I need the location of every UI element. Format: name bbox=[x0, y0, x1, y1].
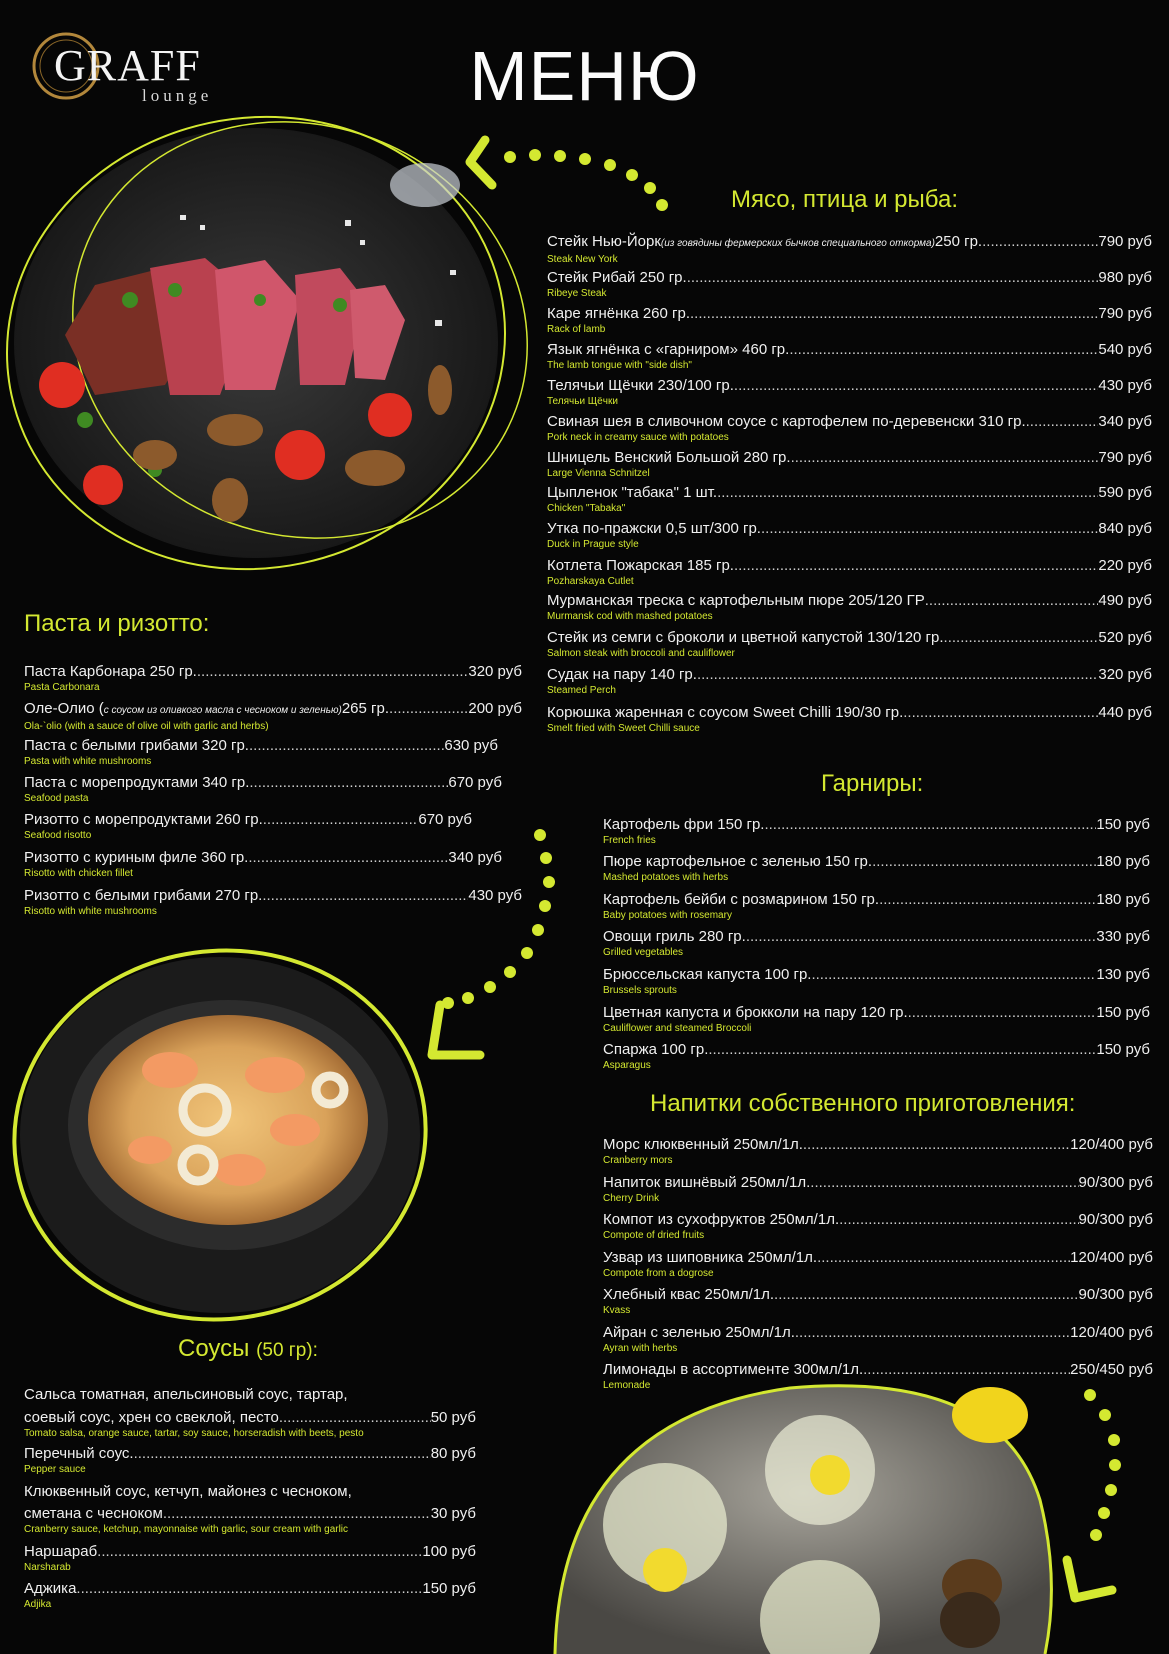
item-english: Cherry Drink bbox=[603, 1193, 660, 1204]
menu-item bbox=[603, 1174, 1153, 1208]
item-weight: 250 гр. bbox=[934, 233, 983, 250]
item-name: Перечный соус. bbox=[24, 1445, 134, 1462]
item-price: 430 руб bbox=[1098, 377, 1152, 394]
item-english: Asparagus bbox=[603, 1060, 651, 1071]
menu-item bbox=[603, 816, 1150, 850]
item-name: Цыпленок "табака" 1 шт. bbox=[547, 484, 718, 501]
menu-item bbox=[24, 849, 502, 883]
menu-item bbox=[603, 928, 1150, 962]
menu-item-row bbox=[603, 966, 1150, 984]
item-price: 120/400 руб bbox=[1070, 1324, 1153, 1341]
dot-leader bbox=[197, 663, 469, 681]
menu-item-row bbox=[603, 1174, 1153, 1192]
menu-item bbox=[547, 704, 1152, 738]
item-price: 180 руб bbox=[1096, 853, 1150, 870]
dot-leader bbox=[262, 887, 468, 905]
item-english: Lemonade bbox=[603, 1380, 651, 1391]
menu-item bbox=[603, 1136, 1153, 1170]
pasta-title: Паста и ризотто: bbox=[24, 610, 210, 637]
sauces-title-weight: (50 гр): bbox=[256, 1340, 318, 1361]
dot-leader bbox=[389, 700, 468, 718]
menu-item bbox=[24, 811, 472, 845]
item-price: 80 руб bbox=[430, 1445, 476, 1462]
menu-item bbox=[603, 1004, 1150, 1038]
dot-leader bbox=[795, 1324, 1070, 1342]
item-name: Телячьи Щёчки 230/100 гр. bbox=[547, 377, 734, 394]
dot-leader bbox=[925, 592, 1099, 610]
menu-item-row bbox=[547, 341, 1152, 359]
menu-item-row bbox=[24, 1409, 476, 1427]
item-note: с соусом из оливкого масла с чесноком и зеленью) bbox=[103, 705, 342, 716]
dot-leader bbox=[811, 966, 1096, 984]
item-name: Цветная капуста и брокколи на пару 120 гр. bbox=[603, 1004, 908, 1021]
item-english: Pasta Carbonara bbox=[24, 682, 100, 693]
menu-item-row bbox=[603, 1361, 1153, 1379]
item-price: 150 руб bbox=[1096, 1004, 1150, 1021]
arrow-bottom bbox=[1067, 1389, 1121, 1598]
lemonade-photo bbox=[555, 1386, 1051, 1654]
dot-leader bbox=[879, 891, 1096, 909]
item-note: (из говядины фермерских бычков специального откорма) bbox=[660, 238, 935, 249]
item-name: Язык ягнёнка с «гарниром» 460 гр. bbox=[547, 341, 790, 358]
menu-item bbox=[603, 891, 1150, 925]
item-price: 220 руб bbox=[1098, 557, 1152, 574]
item-english: Pasta with white mushrooms bbox=[24, 756, 152, 767]
item-name: Утка по-пражски 0,5 шт/300 гр. bbox=[547, 520, 761, 537]
item-name: Аджика bbox=[24, 1580, 77, 1597]
menu-item bbox=[603, 1211, 1153, 1245]
item-name: соевый соус, хрен со свеклой, песто bbox=[24, 1409, 279, 1426]
garnish-title: Гарниры: bbox=[821, 770, 924, 797]
dot-leader bbox=[774, 1286, 1078, 1304]
item-name: Картофель бейби с розмарином 150 гр. bbox=[603, 891, 880, 908]
item-name: Котлета Пожарская 185 гр. bbox=[547, 557, 734, 574]
item-price: 980 руб bbox=[1098, 269, 1152, 286]
menu-item-row bbox=[603, 1004, 1150, 1022]
menu-item bbox=[603, 1249, 1153, 1283]
menu-item bbox=[24, 1409, 476, 1443]
dot-leader bbox=[872, 853, 1096, 871]
menu-item bbox=[603, 1041, 1150, 1075]
menu-item-row bbox=[547, 269, 1152, 287]
item-english: Ola-`olio (with a sauce of olive oil with garlic and herbs) bbox=[24, 721, 269, 732]
item-name: Компот из сухофруктов 250мл/1л. bbox=[603, 1211, 840, 1228]
menu-item-row bbox=[603, 1041, 1150, 1059]
menu-item bbox=[547, 233, 1152, 267]
menu-item bbox=[24, 1543, 476, 1577]
menu-item bbox=[24, 663, 522, 697]
menu-item-row bbox=[603, 1211, 1153, 1229]
item-price: 340 руб bbox=[1098, 413, 1152, 430]
item-price: 430 руб bbox=[468, 887, 522, 904]
item-price: 200 руб bbox=[468, 700, 522, 717]
menu-item-row bbox=[24, 663, 522, 681]
item-name: Морс клюквенный 250мл/1л. bbox=[603, 1136, 803, 1153]
item-name: Наршараб bbox=[24, 1543, 98, 1560]
item-price: 540 руб bbox=[1098, 341, 1152, 358]
item-english: French fries bbox=[603, 835, 656, 846]
item-name: Пюре картофельное с зеленью 150 гр. bbox=[603, 853, 873, 870]
dot-leader bbox=[249, 774, 448, 792]
menu-item bbox=[24, 737, 498, 771]
item-name: Паста с белыми грибами 320 гр. bbox=[24, 737, 249, 754]
item-name: сметана с чесноком bbox=[24, 1505, 163, 1522]
item-price: 30 руб bbox=[430, 1505, 476, 1522]
item-price: 790 руб bbox=[1098, 233, 1152, 250]
dot-leader bbox=[248, 849, 448, 867]
dot-leader bbox=[839, 1211, 1078, 1229]
dot-leader bbox=[687, 269, 1099, 287]
menu-item-row bbox=[547, 592, 1152, 610]
menu-item-row bbox=[547, 413, 1152, 431]
sauce-first-line: Сальса томатная, апельсиновый соус, тартар, bbox=[24, 1386, 348, 1403]
item-price: 320 руб bbox=[468, 663, 522, 680]
item-price: 630 руб bbox=[444, 737, 498, 754]
dot-leader bbox=[746, 928, 1097, 946]
dot-leader bbox=[817, 1249, 1070, 1267]
item-price: 790 руб bbox=[1098, 449, 1152, 466]
item-price: 130 руб bbox=[1096, 966, 1150, 983]
logo-text: GRAFF bbox=[54, 41, 201, 90]
menu-item bbox=[603, 1324, 1153, 1358]
item-english: Compote from a dogrose bbox=[603, 1268, 714, 1279]
menu-item-row bbox=[603, 1286, 1153, 1304]
item-name: Оле-Олио ( bbox=[24, 700, 104, 717]
item-name: Корюшка жаренная с соусом Sweet Chilli 190/30 гр. bbox=[547, 704, 904, 721]
menu-item-row bbox=[603, 928, 1150, 946]
item-name: Лимонады в ассортименте 300мл/1л. bbox=[603, 1361, 864, 1378]
menu-item bbox=[603, 1286, 1153, 1320]
item-english: Smelt fried with Sweet Chilli sauce bbox=[547, 723, 700, 734]
sauce-third-line: Клюквенный соус, кетчуп, майонез с чесноком, bbox=[24, 1483, 352, 1500]
menu-item bbox=[24, 1445, 476, 1479]
item-price: 520 руб bbox=[1098, 629, 1152, 646]
item-name: Каре ягнёнка 260 гр. bbox=[547, 305, 691, 322]
item-english: Risotto with white mushrooms bbox=[24, 906, 157, 917]
menu-item-row bbox=[547, 666, 1152, 684]
dot-leader bbox=[690, 305, 1098, 323]
menu-item-row bbox=[24, 1445, 476, 1463]
item-english: Adjika bbox=[24, 1599, 52, 1610]
item-name: Паста Карбонара 250 гр. bbox=[24, 663, 197, 680]
menu-item-row bbox=[547, 520, 1152, 538]
item-price: 790 руб bbox=[1098, 305, 1152, 322]
item-price: 150 руб bbox=[1096, 1041, 1150, 1058]
menu-item bbox=[24, 1580, 476, 1614]
menu-item-row bbox=[24, 811, 472, 829]
dot-leader bbox=[903, 704, 1098, 722]
menu-item-row bbox=[24, 1543, 476, 1561]
item-name: Паста с морепродуктами 340 гр. bbox=[24, 774, 250, 791]
dot-leader bbox=[789, 341, 1098, 359]
menu-item bbox=[24, 700, 522, 734]
menu-item bbox=[24, 887, 522, 921]
menu-item-row bbox=[24, 887, 522, 905]
dot-leader bbox=[761, 520, 1098, 538]
risotto-photo bbox=[0, 924, 450, 1346]
item-name: Ризотто с белыми грибами 270 гр. bbox=[24, 887, 263, 904]
menu-item bbox=[547, 484, 1152, 518]
item-english: Duck in Prague style bbox=[547, 539, 639, 550]
item-english: Large Vienna Schnitzel bbox=[547, 468, 650, 479]
menu-item bbox=[603, 966, 1150, 1000]
page-title: МЕНЮ bbox=[469, 37, 700, 115]
item-name: Стейк из семги с броколи и цветной капустой 130/120 гр. bbox=[547, 629, 944, 646]
item-name: Узвар из шиповника 250мл/1л. bbox=[603, 1249, 818, 1266]
dot-leader bbox=[908, 1004, 1097, 1022]
item-english: Cauliflower and steamed Broccoli bbox=[603, 1023, 752, 1034]
menu-item bbox=[603, 1361, 1153, 1395]
item-english: Kvass bbox=[603, 1305, 631, 1316]
item-english: Ayran with herbs bbox=[603, 1343, 678, 1354]
dot-leader bbox=[697, 666, 1098, 684]
item-english: Cranberry sauce, ketchup, mayonnaise with garlic, sour cream with garlic bbox=[24, 1524, 349, 1535]
menu-item-row bbox=[547, 305, 1152, 323]
dot-leader bbox=[76, 1580, 422, 1598]
menu-item bbox=[547, 269, 1152, 303]
dot-leader bbox=[803, 1136, 1070, 1154]
menu-item bbox=[547, 520, 1152, 554]
item-english: Brussels sprouts bbox=[603, 985, 677, 996]
menu-item bbox=[547, 666, 1152, 700]
item-english: Seafood risotto bbox=[24, 830, 92, 841]
item-english: Pozharskaya Cutlet bbox=[547, 576, 634, 587]
menu-item-row bbox=[24, 1580, 476, 1598]
item-english: Телячьи Щёчки bbox=[547, 396, 618, 407]
menu-item bbox=[547, 341, 1152, 375]
item-english: Risotto with chicken fillet bbox=[24, 868, 133, 879]
dot-leader bbox=[791, 449, 1099, 467]
item-price: 120/400 руб bbox=[1070, 1136, 1153, 1153]
item-english: Salmon steak with broccoli and cauliflower bbox=[547, 648, 735, 659]
item-english: Compote of dried fruits bbox=[603, 1230, 705, 1241]
drinks-title: Напитки собственного приготовления: bbox=[650, 1090, 1076, 1117]
menu-item-row bbox=[24, 849, 502, 867]
menu-item-row bbox=[547, 557, 1152, 575]
item-name: Ризотто с куриным филе 360 гр. bbox=[24, 849, 249, 866]
item-english: Steamed Perch bbox=[547, 685, 616, 696]
menu-item bbox=[547, 557, 1152, 591]
item-name: Брюссельская капуста 100 гр. bbox=[603, 966, 812, 983]
dot-leader bbox=[944, 629, 1099, 647]
item-english: Seafood pasta bbox=[24, 793, 89, 804]
dot-leader bbox=[263, 811, 419, 829]
sauces-title-main: Соусы bbox=[178, 1335, 257, 1362]
menu-item bbox=[547, 449, 1152, 483]
item-name: Мурманская треска с картофельным пюре 205/120 ГР bbox=[547, 592, 925, 609]
dot-leader bbox=[717, 484, 1098, 502]
menu-item-row bbox=[547, 484, 1152, 502]
dot-leader bbox=[810, 1174, 1078, 1192]
item-price: 840 руб bbox=[1098, 520, 1152, 537]
item-name: Ризотто с морепродуктами 260 гр. bbox=[24, 811, 263, 828]
item-english: The lamb tongue with "side dish" bbox=[547, 360, 692, 371]
menu-item bbox=[24, 774, 502, 808]
item-english: Ribeye Steak bbox=[547, 288, 607, 299]
item-english: Steak New York bbox=[547, 254, 618, 265]
sauces-title bbox=[178, 1335, 318, 1363]
item-name: Стейк Рибай 250 гр. bbox=[547, 269, 687, 286]
menu-item-row bbox=[547, 629, 1152, 647]
menu-item bbox=[547, 629, 1152, 663]
dot-leader bbox=[97, 1543, 422, 1561]
meat-title: Мясо, птица и рыба: bbox=[731, 186, 958, 213]
dot-leader bbox=[734, 377, 1098, 395]
item-name: Айран с зеленью 250мл/1л. bbox=[603, 1324, 795, 1341]
dot-leader bbox=[279, 1409, 431, 1427]
menu-item bbox=[24, 1505, 476, 1539]
item-price: 120/400 руб bbox=[1070, 1249, 1153, 1266]
dot-leader bbox=[982, 233, 1098, 251]
menu-item-row bbox=[547, 377, 1152, 395]
item-price: 590 руб bbox=[1098, 484, 1152, 501]
dot-leader bbox=[734, 557, 1098, 575]
menu-item bbox=[547, 305, 1152, 339]
menu-item-row bbox=[24, 1505, 476, 1523]
logo-subtext: lounge bbox=[142, 86, 213, 105]
menu-item-row bbox=[24, 737, 498, 755]
menu-item-row bbox=[547, 233, 1152, 253]
item-english: Cranberry mors bbox=[603, 1155, 673, 1166]
item-price: 340 руб bbox=[448, 849, 502, 866]
menu-item-row bbox=[603, 891, 1150, 909]
item-english: Pork neck in creamy sauce with potatoes bbox=[547, 432, 729, 443]
menu-item-row bbox=[547, 704, 1152, 722]
item-name: Хлебный квас 250мл/1л. bbox=[603, 1286, 775, 1303]
item-price: 150 руб bbox=[1096, 816, 1150, 833]
item-name: Шницель Венский Большой 280 гр. bbox=[547, 449, 791, 466]
item-price: 250/450 руб bbox=[1070, 1361, 1153, 1378]
menu-item-row bbox=[603, 1324, 1153, 1342]
item-price: 670 руб bbox=[418, 811, 472, 828]
item-price: 490 руб bbox=[1098, 592, 1152, 609]
item-price: 150 руб bbox=[422, 1580, 476, 1597]
item-price: 90/300 руб bbox=[1078, 1211, 1153, 1228]
arrow-top bbox=[470, 140, 668, 211]
menu-item bbox=[547, 377, 1152, 411]
item-price: 180 руб bbox=[1096, 891, 1150, 908]
item-name: Свиная шея в сливочном соусе с картофелем по-деревенски 310 гр. bbox=[547, 413, 1026, 430]
menu-item-row bbox=[24, 700, 522, 720]
item-name: Картофель фри 150 гр. bbox=[603, 816, 765, 833]
item-english: Mashed potatoes with herbs bbox=[603, 872, 729, 883]
item-name: Овощи гриль 280 гр. bbox=[603, 928, 746, 945]
item-price: 670 руб bbox=[448, 774, 502, 791]
item-price: 330 руб bbox=[1096, 928, 1150, 945]
item-price: 50 руб bbox=[430, 1409, 476, 1426]
item-price: 90/300 руб bbox=[1078, 1174, 1153, 1191]
item-price: 100 руб bbox=[422, 1543, 476, 1560]
dot-leader bbox=[163, 1505, 431, 1523]
item-name: Напиток вишнёвый 250мл/1л. bbox=[603, 1174, 811, 1191]
dot-leader bbox=[863, 1361, 1070, 1379]
item-weight: 265 гр. bbox=[341, 700, 390, 717]
item-english: Murmansk cod with mashed potatoes bbox=[547, 611, 713, 622]
menu-item-row bbox=[603, 1136, 1153, 1154]
menu-item-row bbox=[603, 853, 1150, 871]
menu-item bbox=[547, 592, 1152, 626]
item-english: Grilled vegetables bbox=[603, 947, 684, 958]
item-english: Pepper sauce bbox=[24, 1464, 86, 1475]
menu-item-row bbox=[547, 449, 1152, 467]
item-name: Стейк Нью-Йорк bbox=[547, 233, 661, 250]
dot-leader bbox=[249, 737, 444, 755]
item-english: Rack of lamb bbox=[547, 324, 606, 335]
item-english: Narsharab bbox=[24, 1562, 71, 1573]
dot-leader bbox=[764, 816, 1096, 834]
menu-item bbox=[547, 413, 1152, 447]
menu-item-row bbox=[24, 774, 502, 792]
item-price: 90/300 руб bbox=[1078, 1286, 1153, 1303]
item-english: Baby potatoes with rosemary bbox=[603, 910, 732, 921]
dot-leader bbox=[1026, 413, 1099, 431]
item-price: 440 руб bbox=[1098, 704, 1152, 721]
item-name: Судак на пару 140 гр. bbox=[547, 666, 697, 683]
dot-leader bbox=[134, 1445, 431, 1463]
menu-item-row bbox=[603, 816, 1150, 834]
item-english: Tomato salsa, orange sauce, tartar, soy sauce, horseradish with beets, pesto bbox=[24, 1428, 364, 1439]
item-name: Спаржа 100 гр. bbox=[603, 1041, 709, 1058]
item-price: 320 руб bbox=[1098, 666, 1152, 683]
steak-photo bbox=[0, 59, 586, 615]
menu-item bbox=[603, 853, 1150, 887]
item-english: Chicken "Tabaka" bbox=[547, 503, 626, 514]
menu-item-row bbox=[603, 1249, 1153, 1267]
dot-leader bbox=[708, 1041, 1096, 1059]
